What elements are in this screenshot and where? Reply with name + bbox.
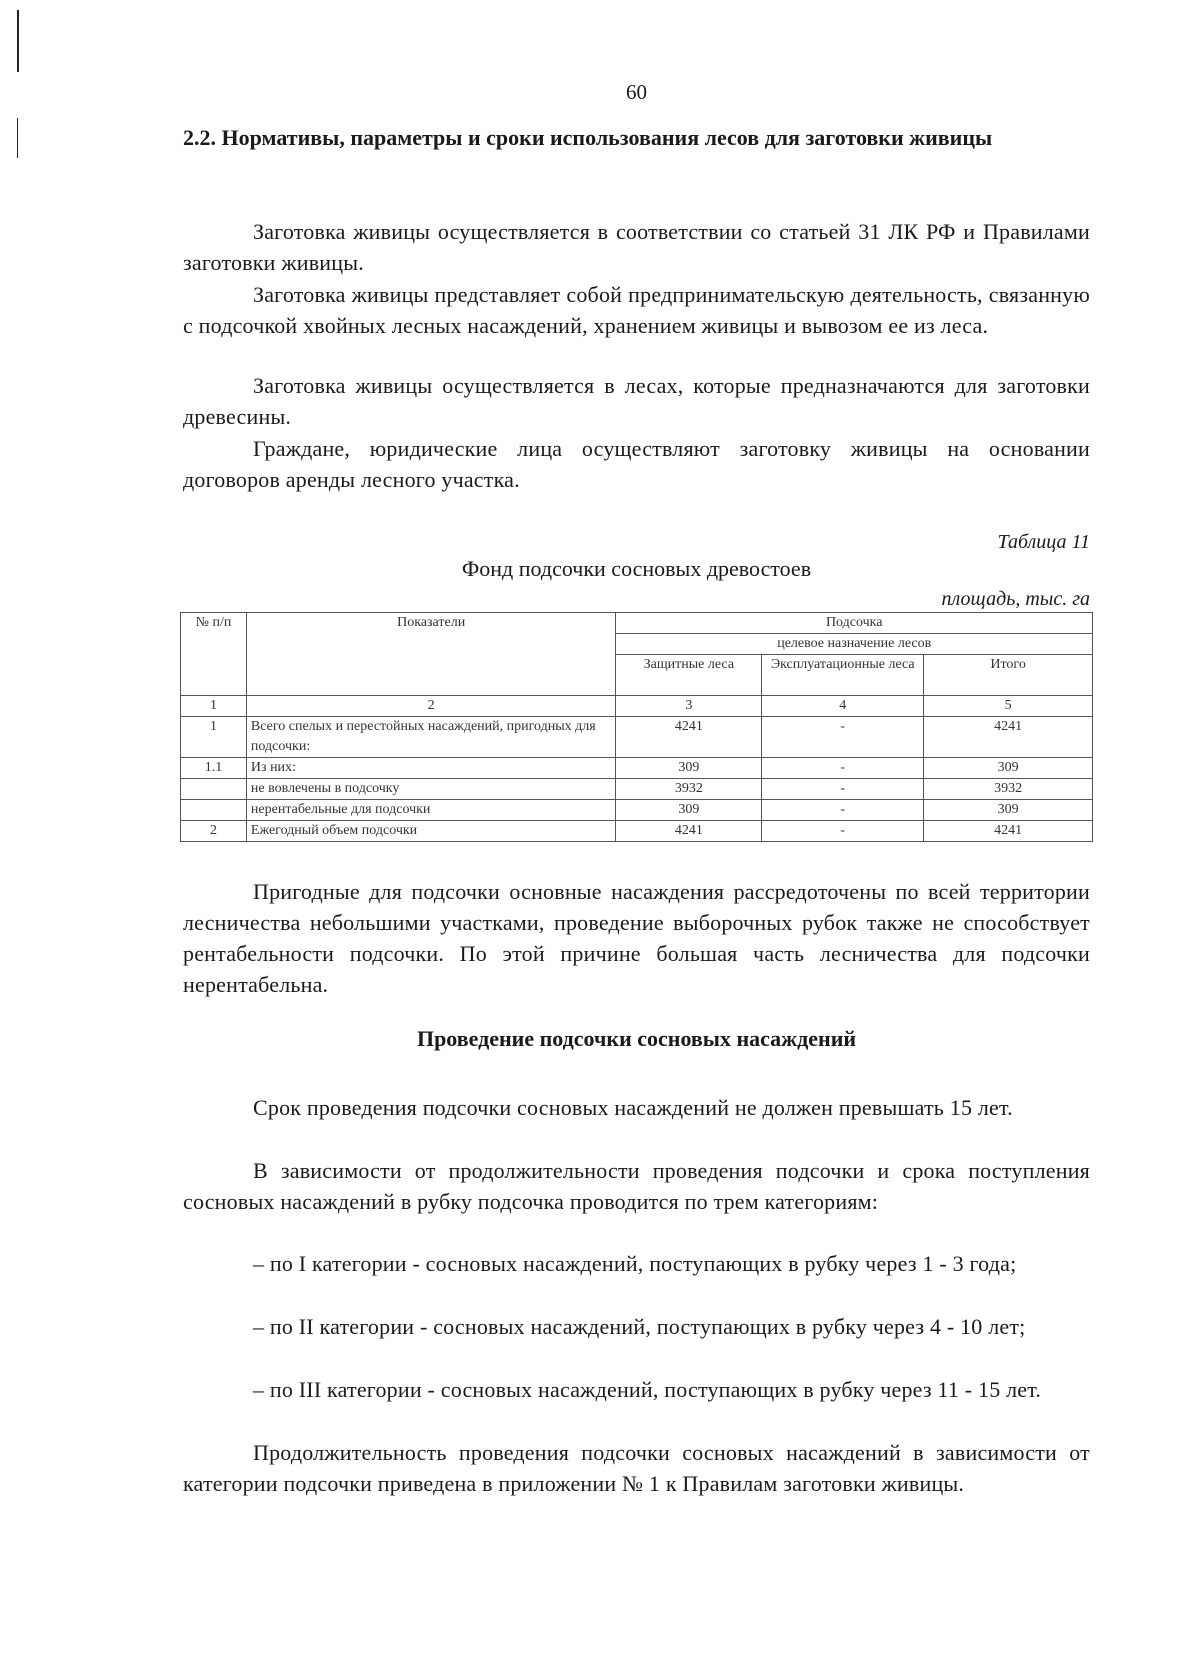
row-total: 4241 [924, 821, 1093, 842]
row-total: 309 [924, 758, 1093, 779]
row-protective: 3932 [616, 779, 762, 800]
row-name: не вовлечены в подсочку [246, 779, 616, 800]
table-cell: 2 [246, 696, 616, 717]
subheading: Проведение подсочки сосновых насаждений [416, 1026, 857, 1051]
scan-edge-mark [17, 10, 19, 72]
row-total: 4241 [924, 717, 1093, 758]
row-name: Из них: [246, 758, 616, 779]
table-row [181, 758, 1093, 779]
table-title: Фонд подсочки сосновых древостоев [461, 556, 812, 581]
table-cell: 4 [762, 696, 924, 717]
list-item: – по I категории - сосновых насаждений, поступающих в рубку через 1 - 3 года; [253, 1251, 1017, 1276]
header-exploitation: Эксплуатационные леса [762, 655, 924, 696]
row-exploitation: - [762, 800, 924, 821]
section-heading: 2.2. Нормативы, параметры и сроки использования лесов для заготовки живицы [183, 125, 993, 150]
header-indicators: Показатели [246, 613, 616, 696]
table-row [181, 821, 1093, 842]
row-total: 309 [924, 800, 1093, 821]
forest-tapping-table [180, 612, 1093, 842]
row-exploitation: - [762, 758, 924, 779]
scan-edge-mark [17, 118, 18, 158]
row-exploitation: - [762, 717, 924, 758]
header-tapping: Подсочка [616, 613, 1093, 634]
header-num: № п/п [181, 613, 247, 696]
paragraph: Граждане, юридические лица осуществляют заготовку живицы на основании договоров аренды лесного участка. [183, 436, 1090, 492]
table-header-row [181, 613, 1093, 634]
row-name: нерентабельные для подсочки [246, 800, 616, 821]
row-exploitation: - [762, 779, 924, 800]
table-row [181, 800, 1093, 821]
table-cell: 5 [924, 696, 1093, 717]
paragraph: Продолжительность проведения подсочки сосновых насаждений в зависимости от категории подсочки приведена в приложении № 1 к Правилам заготовки живицы. [183, 1440, 1090, 1496]
paragraph: Заготовка живицы осуществляется в лесах, которые предназначаются для заготовки древесины. [183, 373, 1090, 429]
row-num: 1 [181, 717, 247, 758]
row-name: Ежегодный объем подсочки [246, 821, 616, 842]
table-label: Таблица 11 [997, 531, 1090, 553]
list-item: – по II категории - сосновых насаждений, поступающих в рубку через 4 - 10 лет; [253, 1314, 1026, 1339]
paragraph: Срок проведения подсочки сосновых насаждений не должен превышать 15 лет. [253, 1095, 1013, 1120]
row-exploitation: - [762, 821, 924, 842]
header-total: Итого [924, 655, 1093, 696]
row-protective: 4241 [616, 717, 762, 758]
row-num [181, 779, 247, 800]
paragraph: Заготовка живицы представляет собой предпринимательскую деятельность, связанную с подсочкой хвойных лесных насаждений, хранением живицы и вывозом ее из леса. [183, 282, 1090, 338]
header-protective: Защитные леса [616, 655, 762, 696]
row-num [181, 800, 247, 821]
table-cell: 1 [181, 696, 247, 717]
page-number: 60 [626, 80, 647, 104]
row-num: 2 [181, 821, 247, 842]
row-protective: 4241 [616, 821, 762, 842]
row-num: 1.1 [181, 758, 247, 779]
row-protective: 309 [616, 758, 762, 779]
table-index-row [181, 696, 1093, 717]
paragraph: В зависимости от продолжительности проведения подсочки и срока поступления сосновых насаждений в рубку подсочка проводится по трем категориям: [183, 1158, 1090, 1214]
row-total: 3932 [924, 779, 1093, 800]
table-row [181, 717, 1093, 758]
header-purpose: целевое назначение лесов [616, 634, 1093, 655]
table-cell: 3 [616, 696, 762, 717]
paragraph: Заготовка живицы осуществляется в соответствии со статьей 31 ЛК РФ и Правилами заготовки живицы. [183, 219, 1090, 275]
row-protective: 309 [616, 800, 762, 821]
paragraph: Пригодные для подсочки основные насаждения рассредоточены по всей территории лесничества небольшими участками, проведение выборочных рубок также не способствует рентабельности подсочки. По этой причине большая часть лесничества для подсочки нерентабельна. [183, 879, 1090, 997]
list-item: – по III категории - сосновых насаждений, поступающих в рубку через 11 - 15 лет. [253, 1377, 1042, 1402]
table-unit: площадь, тыс. га [941, 588, 1090, 610]
row-name: Всего спелых и перестойных насаждений, пригодных для подсочки: [246, 717, 616, 758]
table-row [181, 779, 1093, 800]
